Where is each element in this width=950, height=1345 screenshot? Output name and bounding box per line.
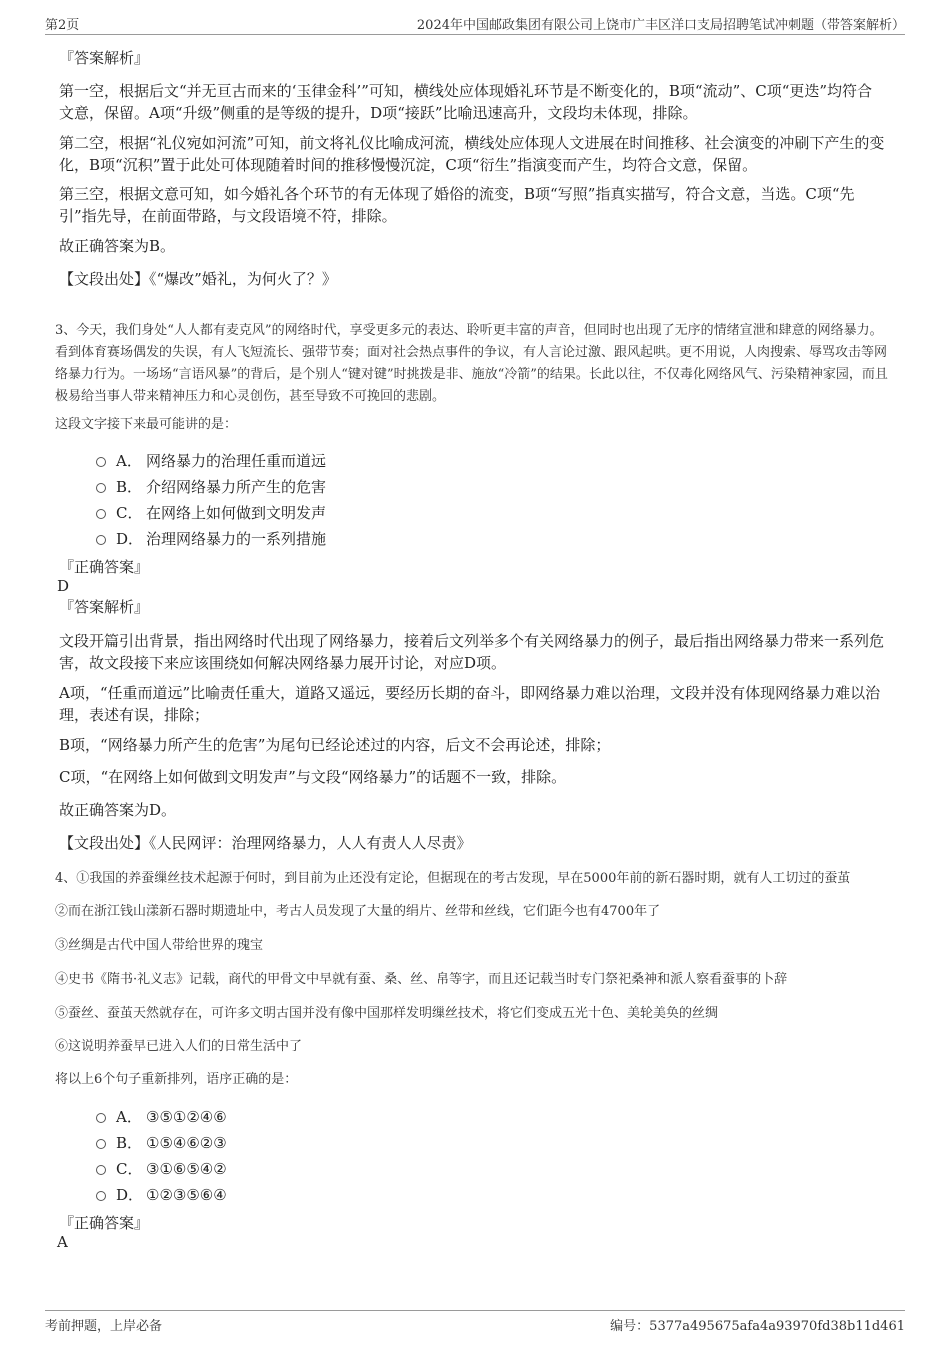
- q3-option-a[interactable]: A． 网络暴力的治理任重而道远: [96, 451, 326, 471]
- radio-icon[interactable]: [96, 509, 106, 519]
- q4-sentence: ③丝绸是古代中国人带给世界的瑰宝: [55, 938, 264, 953]
- page-number: 第2页: [45, 18, 80, 33]
- q3-analysis-paragraph: C项，“在网络上如何做到文明发声”与文段“网络暴力”的话题不一致，排除。: [59, 768, 567, 786]
- q2-analysis-paragraph: 第三空，根据文意可知，如今婚礼各个环节的有无体现了婚俗的流变，B项“写照”指真实描写，符合文意，当选。C项“先引”指先导，在前面带路，与文段语境不符，排除。: [59, 185, 855, 225]
- q3-option-d[interactable]: D． 治理网络暴力的一系列措施: [96, 529, 326, 549]
- q4-sentence: ⑥这说明养蚕早已进入人们的日常生活中了: [55, 1039, 303, 1054]
- q4-option-d[interactable]: D． ①②③⑤⑥④: [96, 1185, 227, 1205]
- q4-answer: A: [57, 1233, 68, 1251]
- radio-icon[interactable]: [96, 483, 106, 493]
- q3-stem: 3、今天，我们身处“人人都有麦克风”的网络时代，享受更多元的表达、聆听更丰富的声音，但同时也出现了无序的情绪宣泄和肆意的网络暴力。看到体育赛场偶发的失误，有人飞短流长、强带节奏；面对社会热点事件的争议，有人言论过激、跟风起哄。更不用说，人肉搜索、辱骂攻击等网络暴力行为。一场场“言语风暴”的背后，是个别人“键对键”时挑拨是非、施放“冷箭”的结果。长此以往，不仅毒化网络风气、污染精神家园，而且极易给当事人带来精神压力和心灵创伤，甚至导致不可挽回的悲剧。: [55, 323, 888, 404]
- q4-option-a[interactable]: A． ③⑤①②④⑥: [96, 1107, 227, 1127]
- radio-icon[interactable]: [96, 535, 106, 545]
- q3-option-b[interactable]: B． 介绍网络暴力所产生的危害: [96, 477, 326, 497]
- document-code: 编号：5377a495675afa4a93970fd38b11d461: [610, 1319, 905, 1334]
- q3-analysis-paragraph: 文段开篇引出背景，指出网络时代出现了网络暴力，接着后文列举多个有关网络暴力的例子，最后指出网络暴力带来一系列危害，故文段接下来应该围绕如何解决网络暴力展开讨论，对应D项。: [59, 632, 885, 672]
- q2-analysis-paragraph: 第二空，根据“礼仪宛如河流”可知，前文将礼仪比喻成河流，横线处应体现人文进展在时间推移、社会演变的冲刷下产生的变化，B项“沉积”置于此处可体现随着时间的推移慢慢沉淀，C项“衍生”指演变而产生，均符合文意，保留。: [59, 134, 885, 174]
- q4-option-c[interactable]: C． ③①⑥⑤④②: [96, 1159, 227, 1179]
- q4-sentence: ④史书《隋书·礼义志》记载，商代的甲骨文中早就有蚕、桑、丝、帛等字，而且还记载当时专门祭祀桑神和派人察看蚕事的卜辞: [55, 972, 788, 987]
- q3-analysis-paragraph: A项，“任重而道远”比喻责任重大，道路又遥远，要经历长期的奋斗，即网络暴力难以治理，文段并没有体现网络暴力难以治理，表述有误，排除；: [59, 684, 881, 724]
- q3-option-c[interactable]: C． 在网络上如何做到文明发声: [96, 503, 326, 523]
- q3-answer-label: 『正确答案』: [59, 558, 150, 576]
- q2-analysis-label: 『答案解析』: [59, 49, 150, 67]
- q4-sentence: ⑤蚕丝、蚕茧天然就存在，可许多文明古国并没有像中国那样发明缫丝技术，将它们变成五光十色、美轮美奂的丝绸: [55, 1006, 719, 1021]
- q3-answer: D: [57, 577, 70, 595]
- q4-answer-label: 『正确答案』: [59, 1214, 150, 1232]
- radio-icon[interactable]: [96, 1191, 106, 1201]
- footer-slogan: 考前押题，上岸必备: [45, 1319, 163, 1334]
- q4-option-b[interactable]: B． ①⑤④⑥②③: [96, 1133, 227, 1153]
- q3-question: 这段文字接下来最可能讲的是：: [55, 417, 238, 432]
- q3-analysis-label: 『答案解析』: [59, 598, 150, 616]
- q4-sentence: 4、①我国的养蚕缫丝技术起源于何时，到目前为止还没有定论，但据现在的考古发现，早在5000年前的新石器时期，就有人工切过的蚕茧: [55, 871, 851, 886]
- radio-icon[interactable]: [96, 1139, 106, 1149]
- q4-sentence: ②而在浙江钱山漾新石器时期遗址中，考古人员发现了大量的绢片、丝带和丝线，它们距今也有4700年了: [55, 904, 661, 919]
- radio-icon[interactable]: [96, 457, 106, 467]
- q2-source: 【文段出处】《“爆改”婚礼，为何火了？》: [59, 270, 337, 288]
- q3-conclusion: 故正确答案为D。: [59, 801, 177, 819]
- document-title: 2024年中国邮政集团有限公司上饶市广丰区洋口支局招聘笔试冲刺题（带答案解析）: [416, 18, 905, 33]
- page-header: [45, 14, 905, 35]
- q3-source: 【文段出处】《人民网评：治理网络暴力，人人有责人人尽责》: [59, 834, 472, 852]
- q4-question: 将以上6个句子重新排列，语序正确的是：: [55, 1072, 298, 1087]
- radio-icon[interactable]: [96, 1165, 106, 1175]
- radio-icon[interactable]: [96, 1113, 106, 1123]
- q2-conclusion: 故正确答案为B。: [59, 237, 176, 255]
- q2-analysis-paragraph: 第一空，根据后文“并无亘古而来的‘玉律金科’”可知，横线处应体现婚礼环节是不断变化的，B项“流动”、C项“更迭”均符合文意，保留。A项“升级”侧重的是等级的提升，D项“接跃”比喻迅速高升，文段均未体现，排除。: [59, 82, 873, 122]
- page-footer: [45, 1310, 905, 1334]
- q3-analysis-paragraph: B项，“网络暴力所产生的危害”为尾句已经论述过的内容，后文不会再论述，排除；: [59, 736, 611, 754]
